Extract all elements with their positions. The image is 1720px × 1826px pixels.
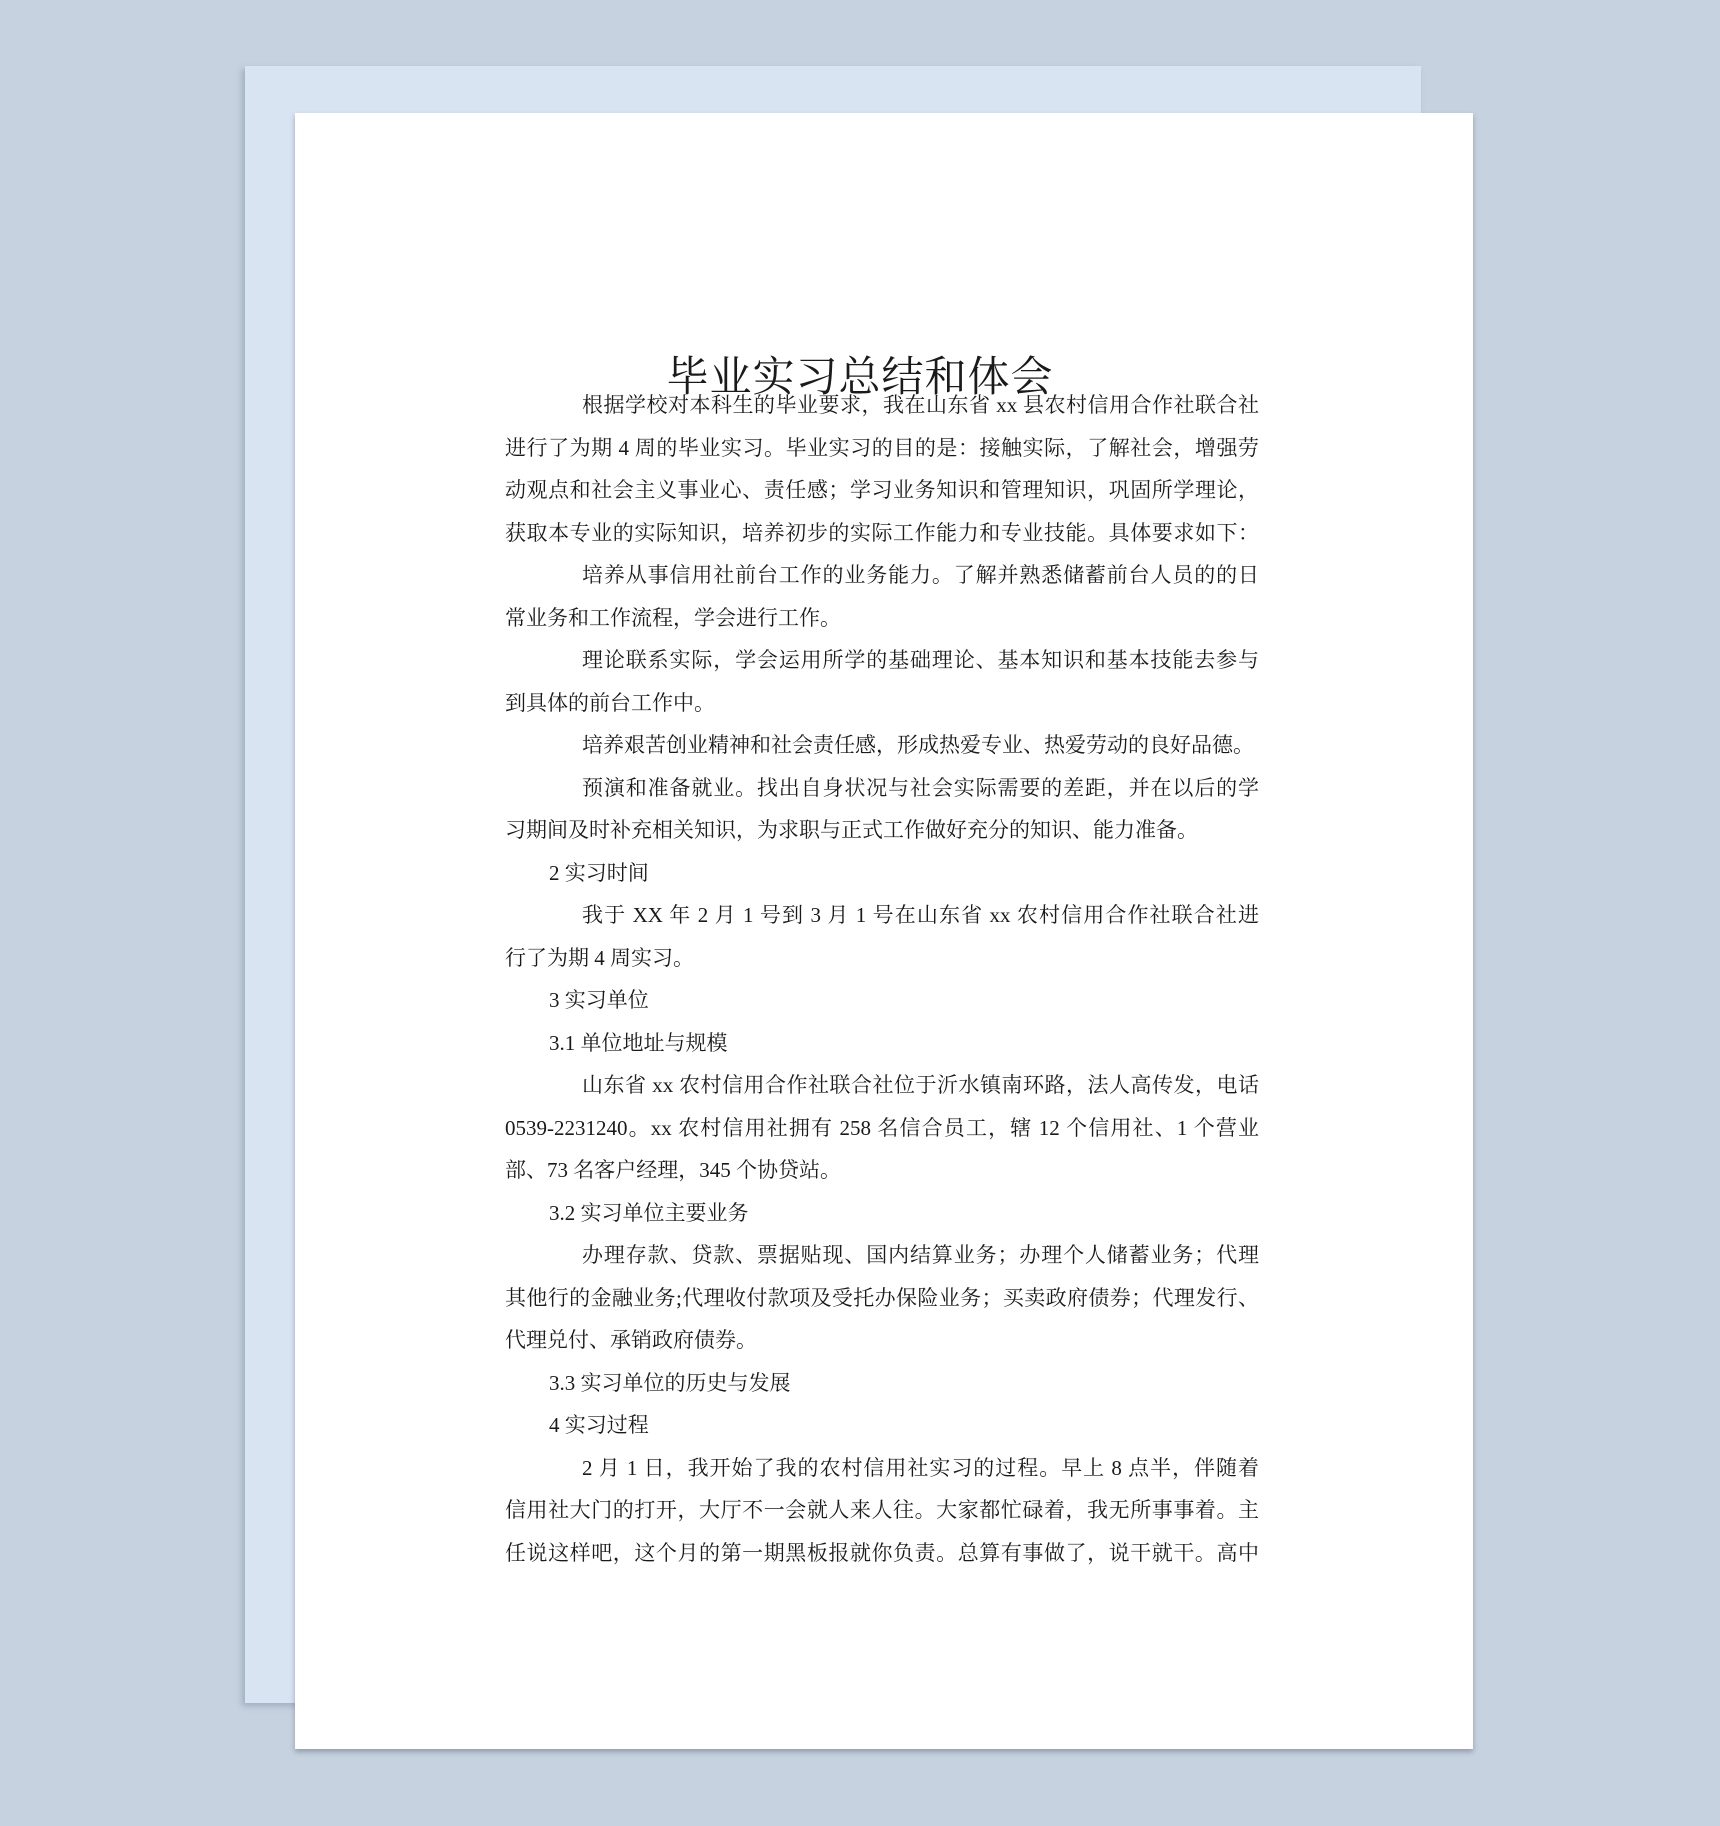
section-heading: 4 实习过程 — [549, 1413, 649, 1437]
paragraph-line: 获取本专业的实际知识，培养初步的实际工作能力和专业技能。具体要求如下： — [505, 520, 1259, 545]
paragraph-line: 习期间及时补充相关知识，为求职与正式工作做好充分的知识、能力准备。 — [505, 818, 1198, 842]
document-title: 毕业实习总结和体会 — [666, 352, 1054, 402]
paragraph-line: 2 月 1 日，我开始了我的农村信用社实习的过程。早上 8 点半，伴随着 — [582, 1455, 1259, 1480]
section-heading: 3.3 实习单位的历史与发展 — [549, 1370, 791, 1395]
paragraph-line: 任说这样吧，这个月的第一期黑板报就你负责。总算有事做了，说干就干。高中 — [505, 1540, 1259, 1565]
paragraph-line: 其他行的金融业务;代理收付款项及受托办保险业务；买卖政府债券；代理发行、 — [505, 1285, 1259, 1310]
paragraph-line: 常业务和工作流程，学会进行工作。 — [505, 605, 841, 630]
paragraph-line: 根据学校对本科生的毕业要求，我在山东省 xx 县农村信用合作社联合社 — [582, 393, 1259, 417]
section-heading: 2 实习时间 — [549, 860, 649, 885]
paragraph-line: 培养从事信用社前台工作的业务能力。了解并熟悉储蓄前台人员的的日 — [582, 563, 1259, 587]
paragraph-line: 到具体的前台工作中。 — [505, 690, 715, 715]
paragraph-line: 我于 XX 年 2 月 1 号到 3 月 1 号在山东省 xx 农村信用合作社联合社进 — [582, 903, 1259, 927]
paragraph-line: 动观点和社会主义事业心、责任感；学习业务知识和管理知识，巩固所学理论， — [505, 478, 1259, 502]
paragraph-line: 预演和准备就业。找出自身状况与社会实际需要的差距，并在以后的学 — [582, 775, 1259, 800]
paragraph-line: 行了为期 4 周实习。 — [505, 945, 694, 970]
paragraph-line: 0539-2231240。xx 农村信用社拥有 258 名信合员工，辖 12 个信用社、1 个营业 — [505, 1115, 1259, 1140]
paragraph-line: 代理兑付、承销政府债券。 — [505, 1328, 757, 1352]
paragraph-line: 山东省 xx 农村信用合作社联合社位于沂水镇南环路，法人高传发，电话 — [582, 1073, 1259, 1097]
paragraph-line: 办理存款、贷款、票据贴现、国内结算业务；办理个人储蓄业务；代理 — [582, 1243, 1259, 1267]
document-body — [505, 384, 1259, 1574]
section-heading: 3.2 实习单位主要业务 — [549, 1200, 749, 1225]
paragraph-line: 进行了为期 4 周的毕业实习。毕业实习的目的是：接触实际，了解社会，增强劳 — [505, 435, 1259, 460]
paragraph-line: 部、73 名客户经理，345 个协贷站。 — [505, 1158, 841, 1182]
section-heading: 3.1 单位地址与规模 — [549, 1030, 728, 1055]
paragraph-line: 培养艰苦创业精神和社会责任感，形成热爱专业、热爱劳动的良好品德。 — [582, 733, 1254, 757]
paragraph-line: 理论联系实际，学会运用所学的基础理论、基本知识和基本技能去参与 — [582, 648, 1259, 672]
section-heading: 3 实习单位 — [549, 988, 649, 1012]
paragraph-line: 信用社大门的打开，大厅不一会就人来人往。大家都忙碌着，我无所事事着。主 — [505, 1498, 1259, 1522]
